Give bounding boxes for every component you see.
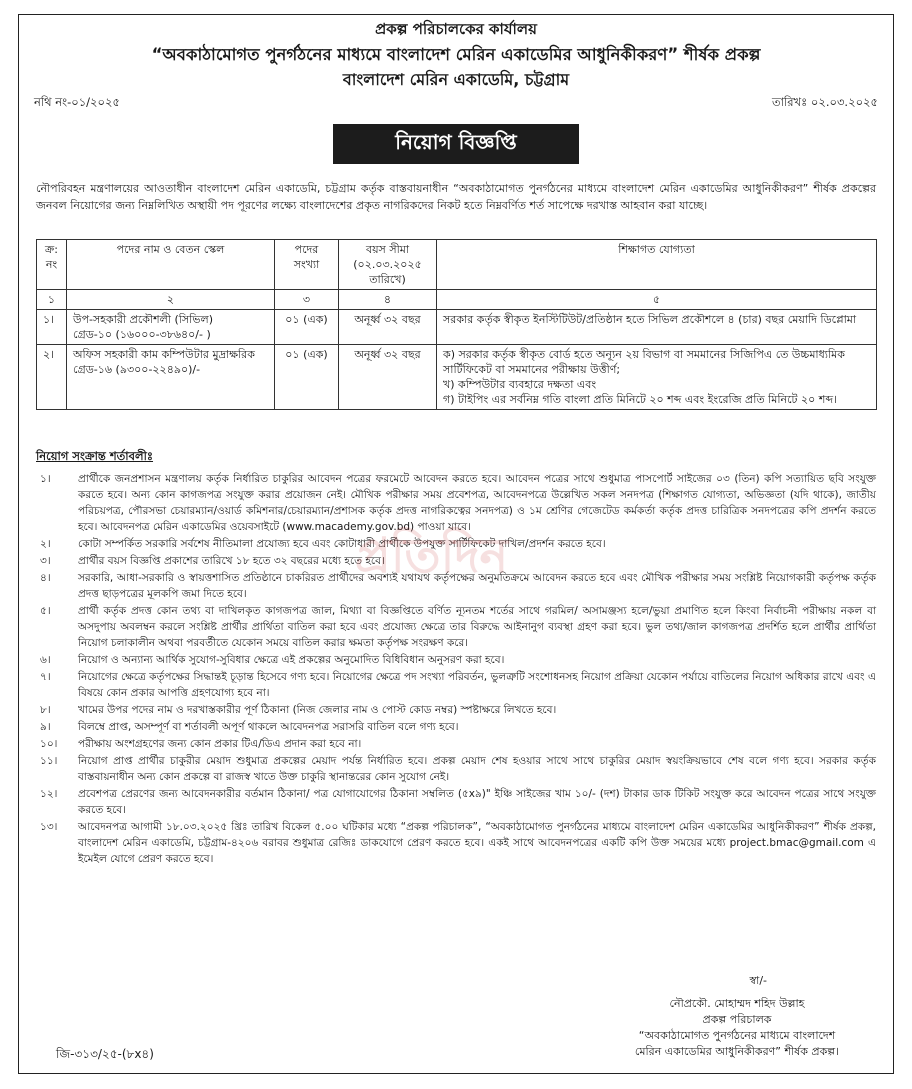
- notice-title: নিয়োগ বিজ্ঞপ্তি: [333, 124, 579, 164]
- column-number: ৩: [275, 290, 339, 310]
- condition-number: ১।: [40, 473, 51, 485]
- condition-text: নিয়োগ ও অন্যান্য আর্থিক সুযোগ-সুবিধার ক্ষেত্রে এই প্রকল্পের অনুমোদিত বিধিবিধান অনুসরণ করা হবে।: [78, 654, 505, 666]
- signatory-designation: প্রকল্প পরিচালক: [702, 1013, 772, 1026]
- condition-text: প্রার্থীকে জনপ্রশাসন মন্ত্রণালয় কর্তৃক নির্ধারিত চাকুরির আবেদন পত্রের ফরমেটে আবেদন করতে হবে। আবেদন পত্রের সাথে শুধুমাত্র পাসপোর্ট সাইজের ০৩ (তিন) কপি সত্যায়িত ছবি সংযুক্ত করতে হবে। অন্য কোন কাগজপত্র সংযুক্ত করার প্রয়োজন নেই। মৌখিক পরীক্ষার সময় প্রবেশপত্র, আবেদনপত্রে উল্লেখিত সকল সনদপত্র (শিক্ষাগত যোগ্যতা, অভিজ্ঞতা (যদি থাকে), জাতীয় পরিচয়পত্র, পৌরসভা চেয়ারম্যান/ওয়ার্ড কমিশনার/চেয়ারম্যান/প্রশাসক কর্তৃক প্রদত্ত নাগরিকত্বের সনদপত্র) ও ১ম শ্রেণির গেজেটেড কর্মকর্তা কর্তৃক প্রদত্ত চারিত্রিক সনদপত্রের কপি প্রদর্শন করতে হবে। আবেদনপত্র মেরিন একাডেমির ওয়েবসাইটে (www.macademy.gov.bd) পাওয়া যাবে।: [78, 473, 876, 533]
- column-number: ১: [37, 290, 67, 310]
- column-number: ৫: [437, 290, 877, 310]
- condition-text: প্রার্থী কর্তৃক প্রদত্ত কোন তথ্য বা দাখিলকৃত কাগজপত্র জাল, মিথ্যা বা বিজ্ঞপ্তিতে বর্ণিত ন্যূনতম শর্তের সাথে গরমিল/ অসামঞ্জস্য হলে/ভুয়া প্রমাণিত হলে কিংবা নির্বাচনী পরীক্ষায় নকল বা অসদুপায় অবলম্বন করলে সংশ্লিষ্ট প্রার্থীর প্রার্থিতা বাতিল করা হবে এবং প্রযোজ্য ক্ষেত্রে তার বিরুদ্ধে আইনানুগ ব্যবস্থা গ্রহণ করা হবে। ভুল তথ্য/জাল কাগজপত্র প্রদর্শিত হলে প্রার্থীর প্রার্থিতা নিয়োগ চলাকালীন অথবা পরবর্তীতে যেকোন সময়ে বাতিল করার ক্ষমতা কর্তৃপক্ষ সংরক্ষণ করে।: [78, 605, 876, 649]
- condition-number: ১১।: [40, 755, 58, 767]
- notice-date: তারিখঃ ০২.০৩.২০২৫: [771, 95, 878, 109]
- signatory-project-line: মেরিন একাডেমির আধুনিকীকরণ” শীর্ষক প্রকল্প।: [634, 1045, 840, 1058]
- condition-number: ২।: [40, 538, 51, 550]
- list-item: [36, 652, 876, 668]
- post-name: অফিস সহকারী কাম কম্পিউটার মুদ্রাক্ষরিক: [73, 348, 255, 361]
- posts-table: [36, 239, 877, 410]
- list-item: [36, 603, 876, 651]
- reference-code: জি-৩১৩/২৫-(৮x৪): [56, 1047, 154, 1061]
- condition-text: প্রার্থীর বয়স বিজ্ঞপ্তি প্রকাশের তারিখে ১৮ হতে ৩২ বছরের মধ্যে হতে হবে।: [78, 555, 385, 567]
- row-serial: ২।: [37, 345, 67, 410]
- organization-heading: বাংলাদেশ মেরিন একাডেমি, চট্টগ্রাম: [342, 70, 570, 89]
- condition-number: ৭।: [40, 671, 51, 683]
- condition-text: বিলম্বে প্রাপ্ত, অসম্পূর্ণ বা শর্তাবলী অপূর্ণ থাকলে আবেদনপত্র সরাসরি বাতিল বলে গণ্য হবে।: [78, 721, 459, 733]
- condition-text: নিয়োগ প্রাপ্ত প্রার্থীর চাকুরীর মেয়াদ শুধুমাত্র প্রকল্পের মেয়াদ পর্যন্ত নির্ধারিত হবে। প্রকল্প মেয়াদ শেষ হওয়ার সাথে সাথে চাকুরির মেয়াদ স্বয়ংক্রিয়ভাবে শেষ বলে গণ্য হবে। সরকার কর্তৃক বাস্তবায়নাধীন অন্য কোন প্রকল্পে বা রাজস্ব খাতে উক্ত চাকুরি স্থানান্তরের কোন সুযোগ নেই।: [78, 755, 876, 783]
- qualification-line: গ) টাইপিং এর সর্বনিম্ন গতি বাংলা প্রতি মিনিটে ২০ শব্দ এবং ইংরেজি প্রতি মিনিটে ২০ শব্দ।: [443, 393, 837, 406]
- column-number: ৪: [339, 290, 437, 310]
- age-limit: অনূর্ধ্ব ৩২ বছর: [339, 310, 437, 345]
- qualification-cell: [437, 345, 877, 410]
- condition-number: ১২।: [40, 788, 58, 800]
- list-item: [36, 736, 876, 752]
- post-count: ০১ (এক): [275, 345, 339, 410]
- pay-grade: গ্রেড-১০ (১৬০০০-৩৮৬৪০/- ): [73, 328, 211, 341]
- table-row: [37, 345, 877, 410]
- col-header-qualification: শিক্ষাগত যোগ্যতা: [437, 240, 877, 290]
- condition-number: ৮।: [40, 704, 51, 716]
- condition-text: আবেদনপত্র আগামী ১৮.০৩.২০২৫ খ্রিঃ তারিখ বিকেল ৫.০০ ঘটিকার মধ্যে “প্রকল্প পরিচালক”, “অবকাঠামোগত পুনর্গঠনের মাধ্যমে বাংলাদেশ মেরিন একাডেমির আধুনিকীকরণ” শীর্ষক প্রকল্প, বাংলাদেশ মেরিন একাডেমি, চট্টগ্রাম-৪২০৬ বরাবর শুধুমাত্র রেজিঃ ডাকযোগে প্রেরণ করতে হবে। একই সাথে আবেদনপত্রের একটি কপি উক্ত সময়ের মধ্যে project.bmac@gmail.com এ ইমেইল যোগে প্রেরণ করতে হবে।: [78, 821, 876, 865]
- qualification-line: ক) সরকার কর্তৃক স্বীকৃত বোর্ড হতে অন্যূন ২য় বিভাগ বা সমমানের সিজিপিএ তে উচ্চমাধ্যমিক সার্টিফিকেট বা সমমানের পরীক্ষায় উত্তীর্ণ;: [443, 348, 845, 376]
- list-item: [36, 702, 876, 718]
- project-heading: “অবকাঠামোগত পুনর্গঠনের মাধ্যমে বাংলাদেশ মেরিন একাডেমির আধুনিকীকরণ” শীর্ষক প্রকল্প: [151, 45, 761, 64]
- signatory-project-line: “অবকাঠামোগত পুনর্গঠনের মাধ্যমে বাংলাদেশ: [638, 1029, 836, 1042]
- list-item: [36, 786, 876, 818]
- col-header-serial: ক্র: নং: [37, 240, 67, 290]
- office-heading: প্রকল্প পরিচালকের কার্যালয়: [375, 20, 537, 38]
- condition-text: সরকারি, আধা-সরকারি ও স্বায়ত্তশাসিত প্রতিষ্ঠানে চাকরিরত প্রার্থীদের অবশ্যই যথাযথ কর্তৃপক্ষের অনুমতিক্রমে আবেদন করতে হবে এবং মৌখিক পরীক্ষার সময় সংশ্লিষ্ট নিয়োগকারী কর্তৃপক্ষ কর্তৃক প্রদত্ত ছাড়পত্রের মূলকপি জমা দিতে হবে।: [78, 572, 876, 600]
- list-item: [36, 819, 876, 867]
- col-header-age-limit: বয়স সীমা (০২.০৩.২০২৫ তারিখে): [339, 240, 437, 290]
- post-name: উপ-সহকারী প্রকৌশলী (সিভিল): [73, 313, 213, 326]
- condition-number: ৯।: [40, 721, 51, 733]
- condition-number: ১৩।: [40, 821, 58, 833]
- qualification-line: সরকার কর্তৃক স্বীকৃত ইনস্টিটিউট/প্রতিষ্ঠান হতে সিভিল প্রকৌশলে ৪ (চার) বছর মেয়াদি ডিপ্লোমা: [443, 313, 857, 326]
- condition-text: খামের উপর পদের নাম ও দরখাস্তকারীর পূর্ণ ঠিকানা (নিজ জেলার নাম ও পোস্ট কোড নম্বর) স্পষ্টাক্ষরে লিখতে হবে।: [78, 704, 557, 716]
- table-header-row: [37, 240, 877, 290]
- row-serial: ১।: [37, 310, 67, 345]
- condition-text: পরীক্ষায় অংশগ্রহণের জন্য কোন প্রকার টিএ/ডিএ প্রদান করা হবে না।: [78, 738, 362, 750]
- table-row: [37, 310, 877, 345]
- condition-number: ৩।: [40, 555, 51, 567]
- post-name-cell: [67, 345, 275, 410]
- column-number-row: [37, 290, 877, 310]
- intro-paragraph: নৌপরিবহন মন্ত্রণালয়ের আওতাধীন বাংলাদেশ মেরিন একাডেমি, চট্টগ্রাম কর্তৃক বাস্তবায়নাধীন “অবকাঠামোগত পুনর্গঠনের মাধ্যমে বাংলাদেশ মেরিন একাডেমির আধুনিকীকরণ” শীর্ষক প্রকল্পের জনবল নিয়োগের জন্য নিম্নলিখিত অস্থায়ী পদ পূরণের লক্ষ্যে বাংলাদেশের প্রকৃত নাগরিকদের নিকট হতে নিম্নবর্ণিত শর্ত সাপেক্ষে দরখাস্ত আহবান করা যাচ্ছে।: [36, 182, 876, 212]
- pay-grade: গ্রেড-১৬ (৯৩০০-২২৪৯০)/-: [73, 363, 201, 376]
- post-name-cell: [67, 310, 275, 345]
- age-limit: অনূর্ধ্ব ৩২ বছর: [339, 345, 437, 410]
- qualification-line: খ) কম্পিউটার ব্যবহারে দক্ষতা এবং: [443, 378, 597, 391]
- signature-mark: স্বা/-: [749, 974, 767, 987]
- condition-text: নিয়োগের ক্ষেত্রে কর্তৃপক্ষের সিদ্ধান্তই চূড়ান্ত হিসেবে গণ্য হবে। নিয়োগের ক্ষেত্রে পদ সংখ্যা পরিবর্তন, ভুলত্রুটি সংশোধনসহ নিয়োগ প্রক্রিয়া যেকোন পর্যায়ে বাতিলের নিয়োগ অধিকার রাখে এবং এ বিষয়ে কোন প্রকার আপত্তি গ্রহণযোগ্য হবে না।: [78, 671, 876, 699]
- condition-number: ১০।: [40, 738, 58, 750]
- condition-number: ৬।: [40, 654, 51, 666]
- condition-number: ৪।: [40, 572, 51, 584]
- col-header-post-name: পদের নাম ও বেতন স্কেল: [67, 240, 275, 290]
- condition-number: ৫।: [40, 605, 51, 617]
- memo-number: নথি নং-০১/২০২৫: [34, 95, 120, 109]
- signatory-name: নৌপ্রকৌ. মোহাম্মদ শহিদ উল্লাহ: [669, 997, 805, 1010]
- condition-text: কোটা সম্পর্কিত সরকারি সর্বশেষ নীতিমালা প্রযোজ্য হবে এবং কোটাধারী প্রার্থীকে উপযুক্ত সার্টিফিকেট দাখিল/প্রদর্শন করতে হবে।: [78, 538, 606, 550]
- post-count: ০১ (এক): [275, 310, 339, 345]
- watermark: প্রতিদিন: [355, 528, 509, 584]
- signature-block: [602, 996, 872, 1060]
- list-item: [36, 753, 876, 785]
- list-item: [36, 669, 876, 701]
- col-header-post-count: পদের সংখ্যা: [275, 240, 339, 290]
- list-item: [36, 719, 876, 735]
- conditions-heading: নিয়োগ সংক্রান্ত শর্তাবলীঃ: [36, 449, 154, 463]
- column-number: ২: [67, 290, 275, 310]
- qualification-cell: [437, 310, 877, 345]
- condition-text: প্রবেশপত্র প্রেরণের জন্য আবেদনকারীর বর্তমান ঠিকানা/ পত্র যোগাযোগের ঠিকানা সম্বলিত (৫x৯)" ইঞ্চি সাইজের খাম ১০/- (দশ) টাকার ডাক টিকিট সংযুক্ত করে আবেদন পত্রের সাথে সংযুক্ত করতে হবে।: [78, 788, 876, 816]
